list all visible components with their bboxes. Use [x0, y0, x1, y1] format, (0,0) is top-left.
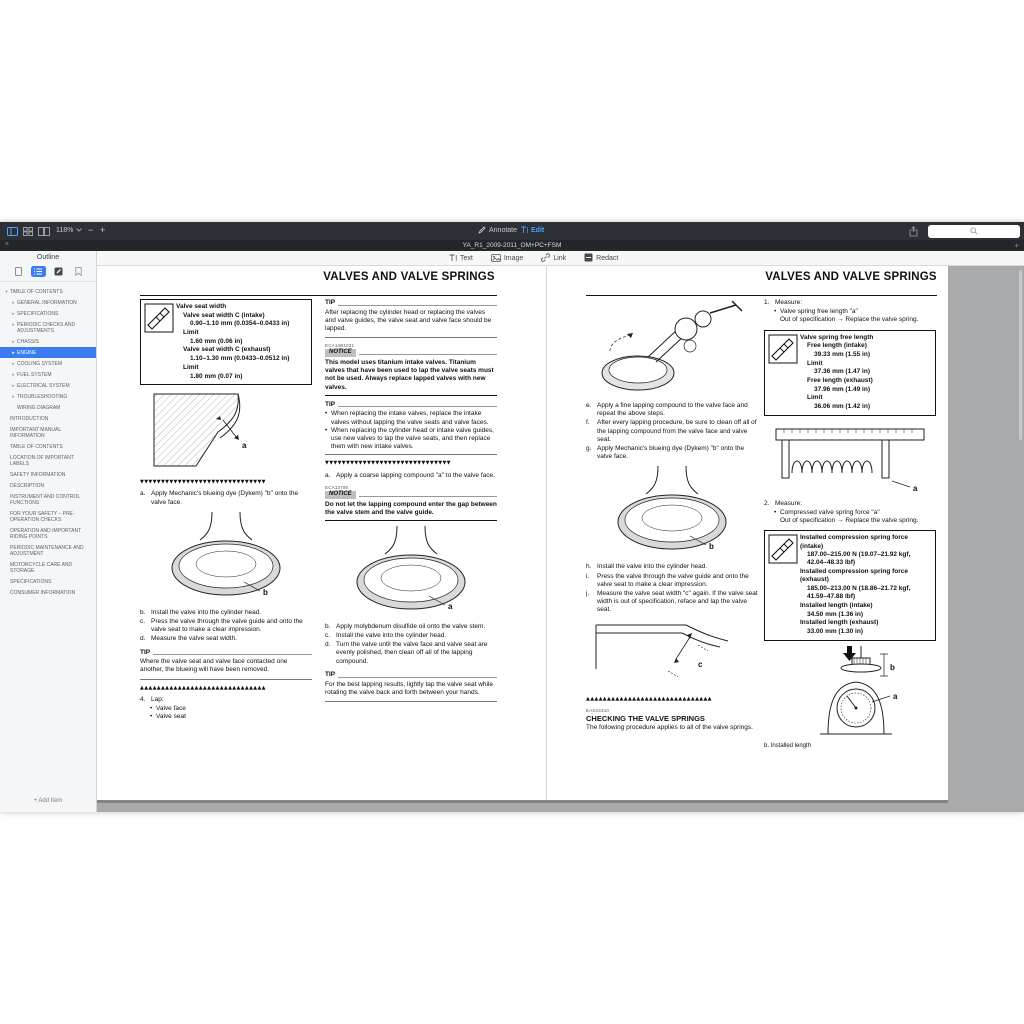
- figure-caption: b. Installed length: [764, 742, 812, 749]
- sidebar-item-label: FUEL SYSTEM: [17, 371, 52, 378]
- document-tab-title[interactable]: YA_R1_2009-2011_OM+PC+FSM: [462, 242, 562, 249]
- sidebar-item-consumer-information[interactable]: [0, 587, 96, 598]
- spec-box-text: [800, 333, 933, 413]
- spec-line: Valve seat width C (intake): [183, 311, 265, 319]
- sidebar-item-label: GENERAL INFORMATION: [17, 299, 77, 306]
- step-letter: j.: [586, 589, 590, 597]
- step-letter: c.: [140, 618, 146, 626]
- caliper-tool-icon: [768, 534, 798, 567]
- step-text: Apply a fine lapping compound to the valve face and repeat the above steps.: [597, 402, 748, 418]
- tip-rule: [338, 406, 497, 407]
- page-column: [586, 299, 758, 796]
- spec-line: 37.36 mm (1.47 in): [814, 368, 870, 376]
- svg-text:c: c: [698, 660, 703, 670]
- spec-line: Installed length (exhaust): [800, 619, 879, 627]
- add-item-button[interactable]: + Add Item: [33, 798, 63, 804]
- spec-line: Valve seat width C (exhaust): [183, 346, 271, 354]
- sidebar-item-label: FOR YOUR SAFETY – PRE-OPERATION CHECKS: [10, 510, 75, 523]
- figure-valve-bottom: [325, 526, 497, 618]
- notice-badge: NOTICE: [325, 349, 356, 357]
- tool-link-button[interactable]: [541, 253, 566, 264]
- sidebar-item-specifications[interactable]: [0, 576, 96, 587]
- spec-box: [764, 530, 936, 640]
- sidebar-item-label: TROUBLESHOOTING: [17, 393, 68, 400]
- step-item: [586, 573, 758, 589]
- step-text: Apply Mechanic's blueing dye (Dykem) "b" onto the valve face.: [151, 490, 299, 506]
- annotations-tab-icon[interactable]: [51, 266, 66, 277]
- vertical-scrollbar[interactable]: [1019, 270, 1022, 440]
- svg-text:a: a: [242, 441, 247, 451]
- toc-list: [0, 283, 96, 786]
- step-text: Press the valve through the valve guide and onto the valve seat to make a clear impression.: [151, 618, 303, 634]
- page-column: [140, 299, 312, 796]
- svg-text:a: a: [448, 601, 453, 611]
- annotate-mode-button[interactable]: [478, 226, 517, 234]
- step-letter: f.: [586, 419, 590, 427]
- step-item: [586, 402, 758, 418]
- sidebar-item-description[interactable]: [0, 480, 96, 491]
- sidebar-item-label: TABLE OF CONTENTS: [10, 288, 63, 295]
- step-letter: a.: [140, 490, 146, 498]
- thumbnails-tab-icon[interactable]: [11, 266, 26, 277]
- step-text: Install the valve into the cylinder head.: [597, 563, 708, 571]
- figure-caliper-spring: [764, 421, 936, 495]
- sidebar-item-label: WIRING DIAGRAM: [17, 404, 61, 411]
- figure-valve-bottom: [586, 466, 758, 558]
- page-shadow: [97, 800, 948, 803]
- result-text: Out of specification → Replace the valve spring.: [780, 316, 919, 324]
- tool-label: Link: [553, 255, 567, 262]
- spec-line: Limit: [807, 359, 823, 367]
- step-text: Install the valve into the cylinder head.: [336, 632, 447, 640]
- procedure-end-marks: ▲▲▲▲▲▲▲▲▲▲▲▲▲▲▲▲▲▲▲▲▲▲▲▲▲▲▲▲▲▲: [586, 696, 712, 703]
- tip-block: [325, 671, 497, 702]
- item-number: 1.: [764, 299, 770, 306]
- tip-label: TIP: [325, 299, 336, 306]
- outline-tab-icon[interactable]: [31, 266, 46, 277]
- spec-box: [140, 299, 312, 385]
- chevron-right-icon[interactable]: ▸: [12, 349, 15, 356]
- svg-text:b: b: [890, 662, 895, 672]
- sidebar-item-instrument-and-control-functions[interactable]: [0, 491, 96, 508]
- step-list: [586, 563, 758, 614]
- step-item: [325, 641, 497, 666]
- link-icon: [541, 253, 550, 264]
- item-number: 2.: [764, 499, 770, 507]
- spec-line: 0.90–1.10 mm (0.0354–0.0433 in): [190, 320, 290, 328]
- edit-label: Edit: [531, 226, 545, 234]
- svg-text:a: a: [893, 691, 898, 701]
- step-list: [325, 623, 497, 666]
- caliper-tool-icon: [144, 303, 174, 336]
- two-page-view-icon[interactable]: [37, 224, 51, 238]
- tip-rule: [153, 654, 312, 655]
- bullet-item: • Compressed valve spring force "a": [774, 508, 880, 516]
- spec-line: Limit: [183, 363, 199, 371]
- tip-text: For the best lapping results, lightly tap the valve seat while rotating the valve back and forth between your hands.: [325, 680, 494, 696]
- spec-line: Free length (exhaust): [807, 377, 873, 384]
- section-title: CHECKING THE VALVE SPRINGS: [586, 713, 705, 723]
- step-letter: c.: [325, 632, 331, 640]
- notice-rule: [359, 354, 497, 355]
- sidebar-item-table-of-contents[interactable]: [0, 286, 96, 297]
- chevron-right-icon[interactable]: ▸: [12, 338, 15, 345]
- step-letter: d.: [325, 641, 331, 649]
- measure-item: [764, 500, 936, 526]
- sidebar-item-label: CHASSIS: [17, 338, 39, 345]
- tool-text-button[interactable]: [449, 254, 473, 264]
- sidebar-item-label: COOLING SYSTEM: [17, 360, 63, 367]
- step-letter: a.: [325, 471, 331, 479]
- tool-label: Redact: [596, 255, 619, 262]
- procedure-start-marks: ▼▼▼▼▼▼▼▼▼▼▼▼▼▼▼▼▼▼▼▼▼▼▼▼▼▼▼▼▼▼: [140, 479, 266, 486]
- title-rule: [586, 295, 937, 296]
- spec-line: 34.50 mm (1.36 in): [807, 610, 863, 618]
- main-toolbar: [0, 222, 1024, 240]
- spec-line: 1.10–1.30 mm (0.0433–0.0512 in): [190, 355, 290, 363]
- spec-line: Limit: [807, 394, 823, 402]
- sidebar-item-label: INTRODUCTION: [10, 415, 49, 422]
- step-list: [325, 472, 497, 480]
- sidebar-item-chassis[interactable]: [0, 336, 96, 347]
- result-text: Out of specification → Replace the valve spring.: [780, 517, 919, 525]
- sidebar-item-label: CONSUMER INFORMATION: [10, 589, 76, 596]
- chevron-right-icon[interactable]: ▸: [12, 321, 15, 328]
- sidebar-item-for-your-safety-pre-operation-checks[interactable]: [0, 508, 96, 525]
- spec-line: Installed length (intake): [800, 601, 873, 609]
- item-text: Measure:: [775, 499, 803, 507]
- spec-line: 1.60 mm (0.06 in): [190, 337, 243, 345]
- tip-rule: [338, 677, 497, 678]
- sidebar-tabs: [0, 264, 96, 282]
- chevron-down-icon[interactable]: [76, 227, 82, 234]
- page-column: [764, 299, 936, 796]
- svg-text:a: a: [913, 483, 918, 493]
- notice-block: [325, 485, 497, 521]
- spec-box-text: [176, 302, 309, 382]
- sidebar-item-electrical-system[interactable]: [0, 380, 96, 391]
- step-text: Measure the valve seat width.: [151, 635, 237, 643]
- sidebar-item-label: ENGINE: [17, 349, 37, 356]
- tool-redact-button[interactable]: [584, 253, 618, 264]
- sidebar-item-label: DESCRIPTION: [10, 482, 45, 489]
- sidebar-item-introduction[interactable]: [0, 413, 96, 424]
- step-item: [140, 490, 312, 506]
- step-list: [140, 490, 312, 506]
- sidebar-item-troubleshooting[interactable]: [0, 391, 96, 402]
- item-text: Lap:: [151, 695, 164, 703]
- item-text: Measure:: [775, 299, 803, 306]
- step-text: Apply a coarse lapping compound "a" to the valve face.: [336, 471, 495, 479]
- sidebar-item-specifications[interactable]: [0, 308, 96, 319]
- step-item: [325, 632, 497, 640]
- step-text: Measure the valve seat width "c" again. If the valve seat width is out of specification, reface and lap the valve seat.: [597, 589, 758, 614]
- code-label: ECA13790: [325, 484, 349, 490]
- zoom-level[interactable]: 118%: [56, 227, 74, 234]
- spec-box: [764, 330, 936, 416]
- step-item: [586, 445, 758, 461]
- step-item: [586, 419, 758, 444]
- sidebar-item-fuel-system[interactable]: [0, 369, 96, 380]
- manual-page-right: [546, 266, 948, 800]
- pdf-app-window: [0, 222, 1024, 812]
- text-icon: [449, 254, 457, 264]
- code-label: EAS24310: [586, 707, 610, 713]
- step-text: After every lapping procedure, be sure to clean off all of the lapping compound from the valve face and valve seat.: [597, 419, 757, 443]
- notice-rule: [359, 496, 497, 497]
- page-title: VALVES AND VALVE SPRINGS: [323, 271, 495, 283]
- annotate-label: Annotate: [489, 226, 518, 234]
- step-list: [586, 402, 758, 461]
- sidebar-item-label: SAFETY INFORMATION: [10, 471, 66, 478]
- sidebar-item-label: SPECIFICATIONS: [10, 578, 52, 585]
- step-letter: i.: [586, 572, 590, 580]
- tip-block: [325, 299, 497, 338]
- notice-badge: NOTICE: [325, 491, 356, 499]
- tool-label: Text: [460, 255, 473, 262]
- sidebar-item-operation-and-important-riding-points[interactable]: [0, 525, 96, 542]
- spec-line: 1.80 mm (0.07 in): [190, 372, 243, 380]
- section-heading: [586, 708, 758, 733]
- step-letter: e.: [586, 402, 592, 409]
- sidebar-item-table-of-contents[interactable]: [0, 441, 96, 452]
- sidebar-item-wiring-diagram[interactable]: [0, 402, 96, 413]
- spec-line: 36.06 mm (1.42 in): [814, 403, 870, 411]
- step-item: [586, 563, 758, 571]
- spec-line: 39.33 mm (1.55 in): [814, 350, 870, 358]
- tip-rule: [338, 305, 497, 306]
- section-intro: The following procedure applies to all of the valve springs.: [586, 724, 753, 732]
- sidebar-item-cooling-system[interactable]: [0, 358, 96, 369]
- step-item: [325, 472, 497, 480]
- step-item: [140, 609, 312, 617]
- step-letter: h.: [586, 563, 592, 571]
- step-letter: g.: [586, 444, 592, 452]
- spec-line: Installed compression spring force (intake): [800, 534, 908, 550]
- step-text: Apply Mechanic's blueing dye (Dykem) "b" onto the valve face.: [597, 444, 745, 461]
- tool-image-button[interactable]: [491, 254, 523, 264]
- notice-text: This model uses titanium intake valves. Titanium valves that have been used to lap the valve seats must not be used. Always replace lapped valves with new valves.: [325, 358, 494, 391]
- sidebar-item-label: IMPORTANT MANUAL INFORMATION: [10, 426, 61, 439]
- page-column: [325, 299, 497, 796]
- step-list: [140, 609, 312, 644]
- tip-label: TIP: [325, 670, 336, 678]
- code-label: ECA14B1031: [325, 343, 355, 349]
- sidebar-item-periodic-maintenance-and-adjustment[interactable]: [0, 542, 96, 559]
- bullet-item: • When replacing the intake valves, replace the intake valves without lapping the valve seats and valve faces.: [325, 410, 489, 426]
- zoom-in-button[interactable]: +: [100, 225, 106, 235]
- chevron-right-icon[interactable]: ▸: [12, 382, 15, 389]
- bullet-item: • Valve face: [150, 705, 186, 713]
- sidebar-item-safety-information[interactable]: [0, 469, 96, 480]
- spec-line: 37.96 mm (1.49 in): [814, 385, 870, 393]
- chevron-down-icon[interactable]: ▾: [5, 288, 8, 295]
- manual-page-left: [97, 266, 546, 800]
- step-item: [325, 623, 497, 631]
- spec-line: 33.00 mm (1.30 in): [807, 627, 863, 635]
- chevron-right-icon[interactable]: ▸: [12, 371, 15, 378]
- page-title: VALVES AND VALVE SPRINGS: [765, 271, 937, 283]
- spec-box-text: [800, 533, 933, 637]
- svg-text:b: b: [709, 542, 714, 552]
- bullet-item: • Valve spring free length "a": [774, 308, 858, 316]
- edit-toolbar-buttons: [449, 251, 618, 266]
- sidebar-item-label: SPECIFICATIONS: [17, 310, 59, 317]
- procedure-start-marks: ▼▼▼▼▼▼▼▼▼▼▼▼▼▼▼▼▼▼▼▼▼▼▼▼▼▼▼▼▼▼: [325, 460, 451, 467]
- tab-bar: [0, 240, 1024, 251]
- sidebar-item-label: INSTRUMENT AND CONTROL FUNCTIONS: [10, 493, 81, 506]
- step-item: [140, 618, 312, 634]
- figure-seat-section2: [586, 619, 758, 691]
- chevron-right-icon[interactable]: ▸: [12, 310, 15, 317]
- thumbnails-view-icon[interactable]: [21, 224, 35, 238]
- sidebar-toggle-icon[interactable]: [5, 224, 19, 238]
- title-rule: [140, 295, 497, 296]
- step-letter: b.: [140, 608, 146, 616]
- zoom-out-button[interactable]: −: [88, 225, 94, 235]
- sidebar-item-general-information[interactable]: [0, 297, 96, 308]
- text-edit-icon: [520, 226, 528, 234]
- spec-line: 187.00–215.00 N (19.07–21.92 kgf, 42.04–48.33 lbf): [807, 551, 911, 567]
- share-icon[interactable]: [906, 224, 920, 238]
- tip-label: TIP: [140, 648, 151, 656]
- sidebar-item-label: OPERATION AND IMPORTANT RIDING POINTS: [10, 527, 82, 540]
- figure-spring-scale: [764, 646, 936, 738]
- sidebar-item-engine[interactable]: [0, 347, 96, 358]
- notice-block: [325, 343, 497, 395]
- step-text: Apply molybdenum disulfide oil onto the valve stem.: [336, 622, 486, 630]
- spec-line: Valve seat width: [176, 303, 227, 310]
- sidebar-item-important-manual-information[interactable]: [0, 424, 96, 441]
- tip-text: After replacing the cylinder head or replacing the valves and valve guides, the valve seat and valve face should be lapped.: [325, 308, 492, 333]
- notice-text: Do not let the lapping compound enter the gap between the valve stem and the valve guide.: [325, 500, 497, 516]
- measure-item: [764, 299, 936, 325]
- bullet-item: • Valve seat: [150, 713, 186, 721]
- edit-toolbar: [97, 251, 1024, 266]
- tip-label: TIP: [325, 400, 336, 408]
- sidebar-item-label: TABLE OF CONTENTS: [10, 443, 63, 450]
- image-icon: [491, 254, 501, 264]
- sidebar: [0, 251, 97, 812]
- item-number: 4.: [140, 695, 146, 703]
- step-text: Turn the valve until the valve face and valve seat are evenly polished, then clean off all of the lapping compound.: [336, 641, 488, 665]
- add-tab-icon[interactable]: +: [1014, 241, 1019, 250]
- numbered-item: [140, 696, 312, 722]
- spec-line: Valve spring free length: [800, 333, 874, 341]
- step-item: [586, 590, 758, 615]
- sidebar-item-periodic-checks-and-adjustments[interactable]: [0, 319, 96, 336]
- bullet-item: • When replacing the cylinder head or intake valve guides, use new valves to lap the valve seats, and then replace them with new intake valves.: [325, 426, 494, 451]
- figure-seat-section: [140, 390, 312, 474]
- sidebar-item-label: ELECTRICAL SYSTEM: [17, 382, 70, 389]
- spec-line: Free length (intake): [807, 342, 867, 350]
- procedure-end-marks: ▲▲▲▲▲▲▲▲▲▲▲▲▲▲▲▲▲▲▲▲▲▲▲▲▲▲▲▲▲▲: [140, 684, 266, 691]
- tip-block: [140, 649, 312, 680]
- redact-icon: [584, 253, 593, 264]
- spec-line: Limit: [183, 329, 199, 337]
- search-icon: [970, 227, 978, 235]
- step-text: Press the valve through the valve guide and onto the valve seat to make a clear impression.: [597, 572, 749, 588]
- figure-lapping-tool: [586, 299, 758, 397]
- tool-label: Image: [503, 255, 524, 262]
- step-letter: d.: [140, 635, 146, 643]
- chevron-right-icon[interactable]: ▸: [12, 299, 15, 306]
- spec-line: Installed compression spring force (exhaust): [800, 568, 908, 584]
- sidebar-item-label: PERIODIC CHECKS AND ADJUSTMENTS: [17, 321, 76, 334]
- step-letter: b.: [325, 622, 331, 630]
- edit-mode-button[interactable]: [520, 226, 544, 234]
- caliper-tool-icon: [768, 334, 798, 367]
- sidebar-item-label: MOTORCYCLE CARE AND STORAGE: [10, 561, 73, 574]
- sidebar-item-label: PERIODIC MAINTENANCE AND ADJUSTMENT: [10, 544, 84, 557]
- chevron-right-icon[interactable]: ▸: [12, 393, 15, 400]
- tip-block: [325, 401, 497, 456]
- sidebar-item-location-of-important-labels[interactable]: [0, 452, 96, 469]
- step-item: [140, 635, 312, 643]
- figure-valve-bottom: [140, 512, 312, 604]
- document-viewport[interactable]: [97, 266, 1024, 812]
- step-text: Install the valve into the cylinder head.: [151, 608, 262, 616]
- tip-text: Where the valve seat and valve face contacted one another, the blueing will have been removed.: [140, 658, 288, 674]
- search-input[interactable]: [928, 225, 1020, 238]
- bookmarks-tab-icon[interactable]: [71, 266, 86, 277]
- sidebar-item-motorcycle-care-and-storage[interactable]: [0, 559, 96, 576]
- chevron-right-icon[interactable]: ▸: [12, 360, 15, 367]
- sidebar-item-label: LOCATION OF IMPORTANT LABELS: [10, 454, 74, 467]
- svg-text:b: b: [263, 587, 268, 597]
- sidebar-title: Outline: [36, 254, 60, 261]
- pen-icon: [478, 226, 486, 234]
- close-tab-icon[interactable]: ×: [5, 241, 10, 248]
- spec-line: 185.00–213.00 N (18.86–21.72 kgf, 41.59–47.88 lbf): [807, 584, 911, 601]
